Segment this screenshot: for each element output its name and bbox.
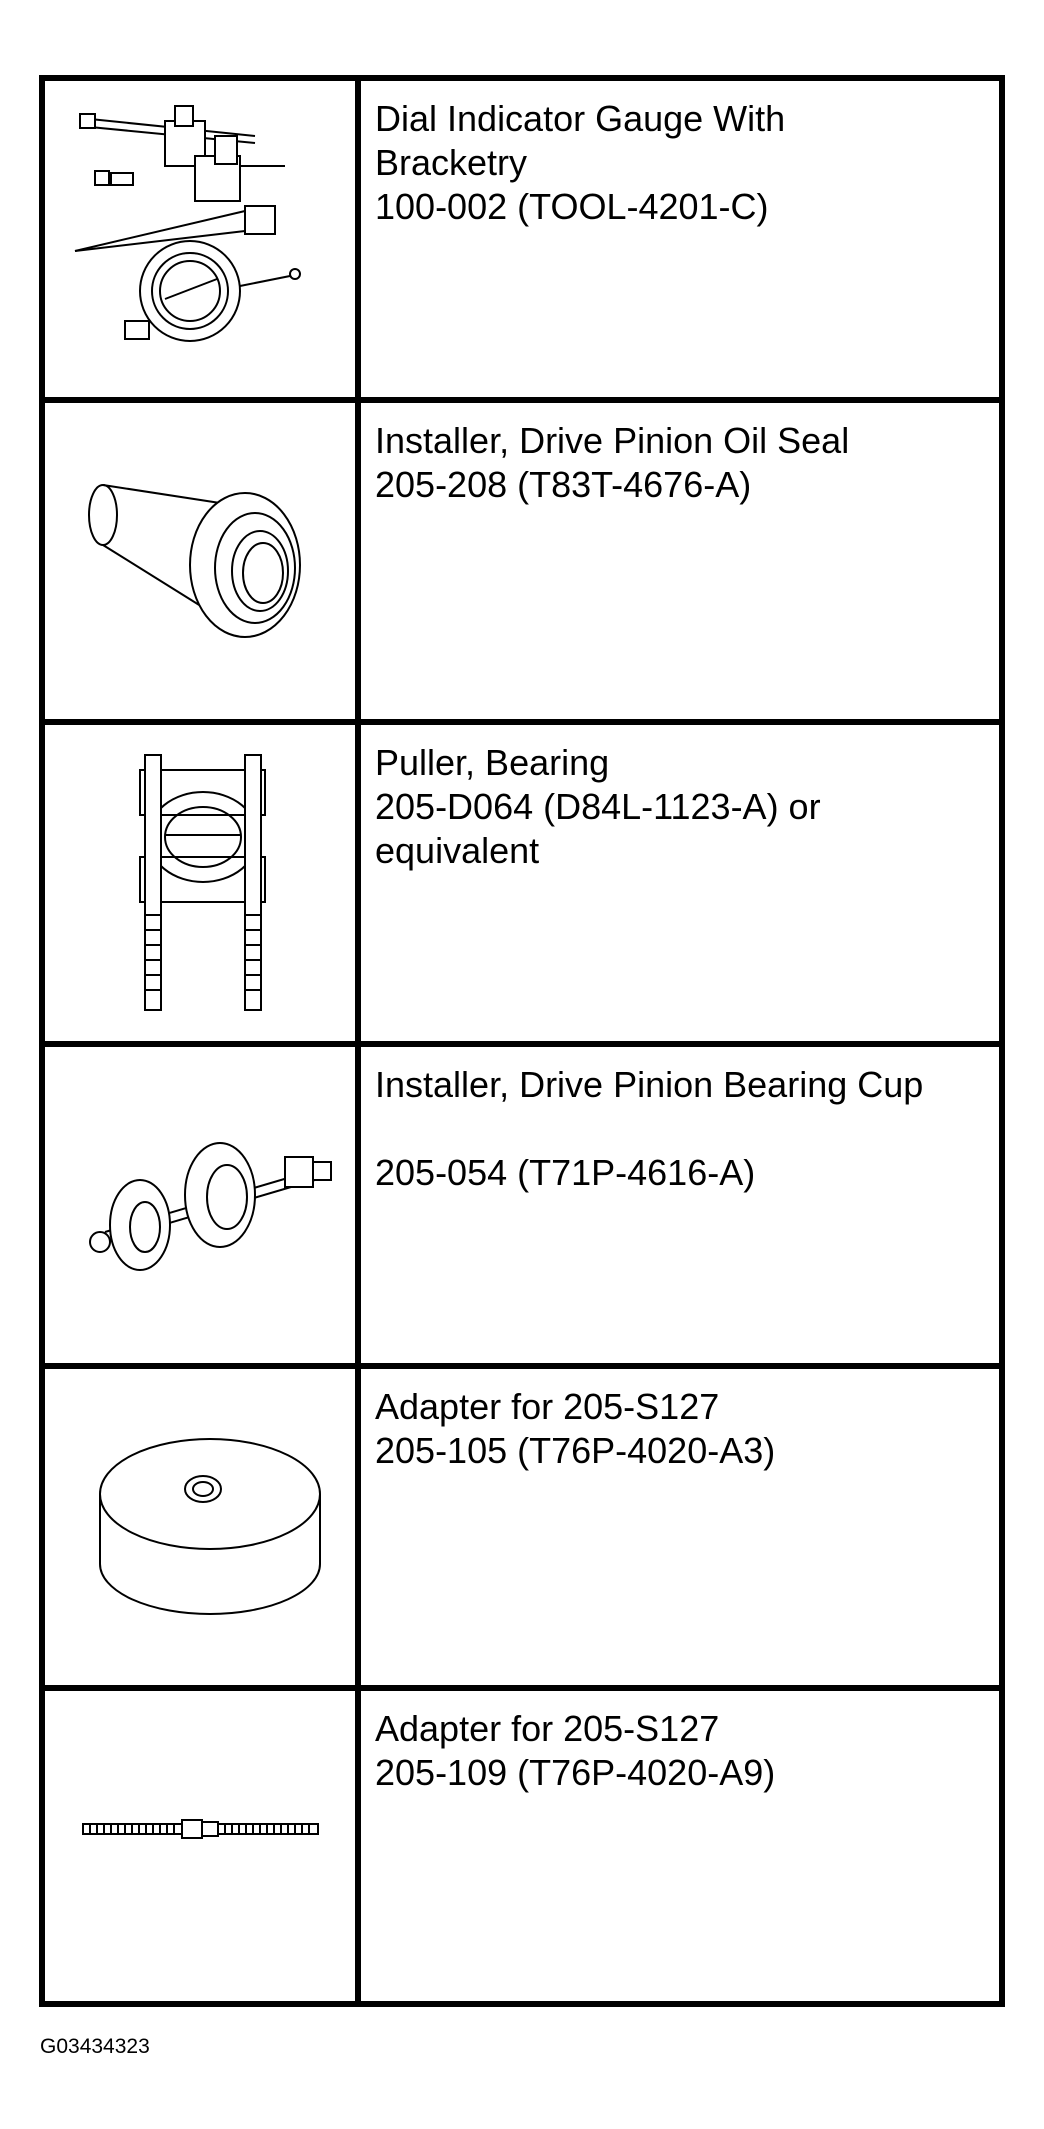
- tool-text-line: 205-208 (T83T-4676-A): [375, 464, 752, 505]
- tool-description: [375, 1063, 989, 1195]
- tool-row: [45, 725, 999, 1047]
- tool-text-line: 205-105 (T76P-4020-A3): [375, 1430, 776, 1471]
- tool-text-line: Dial Indicator Gauge With: [375, 98, 786, 139]
- adapter-threaded-rod-icon: [45, 1691, 355, 2001]
- tool-description: [375, 741, 989, 873]
- tool-row: [45, 81, 999, 403]
- bearing-puller-icon: [45, 725, 355, 1041]
- tool-row: [45, 403, 999, 725]
- tool-text-line: Puller, Bearing: [375, 742, 610, 783]
- tool-text-line: Adapter for 205-S127: [375, 1386, 720, 1427]
- adapter-disc-icon: [45, 1369, 355, 1685]
- tool-row: [45, 1691, 999, 2001]
- tool-text-line: 100-002 (TOOL-4201-C): [375, 186, 769, 227]
- tool-description: [375, 1385, 989, 1473]
- tool-image-cell: [45, 403, 361, 719]
- tool-description: [375, 97, 989, 229]
- tool-text-line: Installer, Drive Pinion Oil Seal: [375, 420, 850, 461]
- tool-text-line: Adapter for 205-S127: [375, 1708, 720, 1749]
- tool-text-line: [375, 1107, 989, 1151]
- tool-image-cell: [45, 1691, 361, 2001]
- figure-id: G03434323: [40, 2035, 150, 2058]
- tool-image-cell: [45, 725, 361, 1041]
- tool-row: [45, 1369, 999, 1691]
- tool-description: [375, 419, 989, 507]
- bearing-cup-installer-icon: [45, 1047, 355, 1363]
- tool-image-cell: [45, 81, 361, 397]
- tool-text-line: 205-054 (T71P-4616-A): [375, 1152, 756, 1193]
- tool-text-line: equivalent: [375, 830, 540, 871]
- tool-description: [375, 1707, 989, 1795]
- tool-image-cell: [45, 1047, 361, 1363]
- tool-text-line: Installer, Drive Pinion Bearing Cup: [375, 1064, 924, 1105]
- tool-text-line: 205-D064 (D84L-1123-A) or: [375, 786, 821, 827]
- drive-pinion-oil-seal-installer-icon: [45, 403, 355, 719]
- tool-text-line: 205-109 (T76P-4020-A9): [375, 1752, 776, 1793]
- tool-image-cell: [45, 1369, 361, 1685]
- dial-indicator-gauge-icon: [45, 81, 355, 397]
- tool-text-line: Bracketry: [375, 142, 528, 183]
- tool-row: [45, 1047, 999, 1369]
- special-tools-table: [39, 75, 1005, 2007]
